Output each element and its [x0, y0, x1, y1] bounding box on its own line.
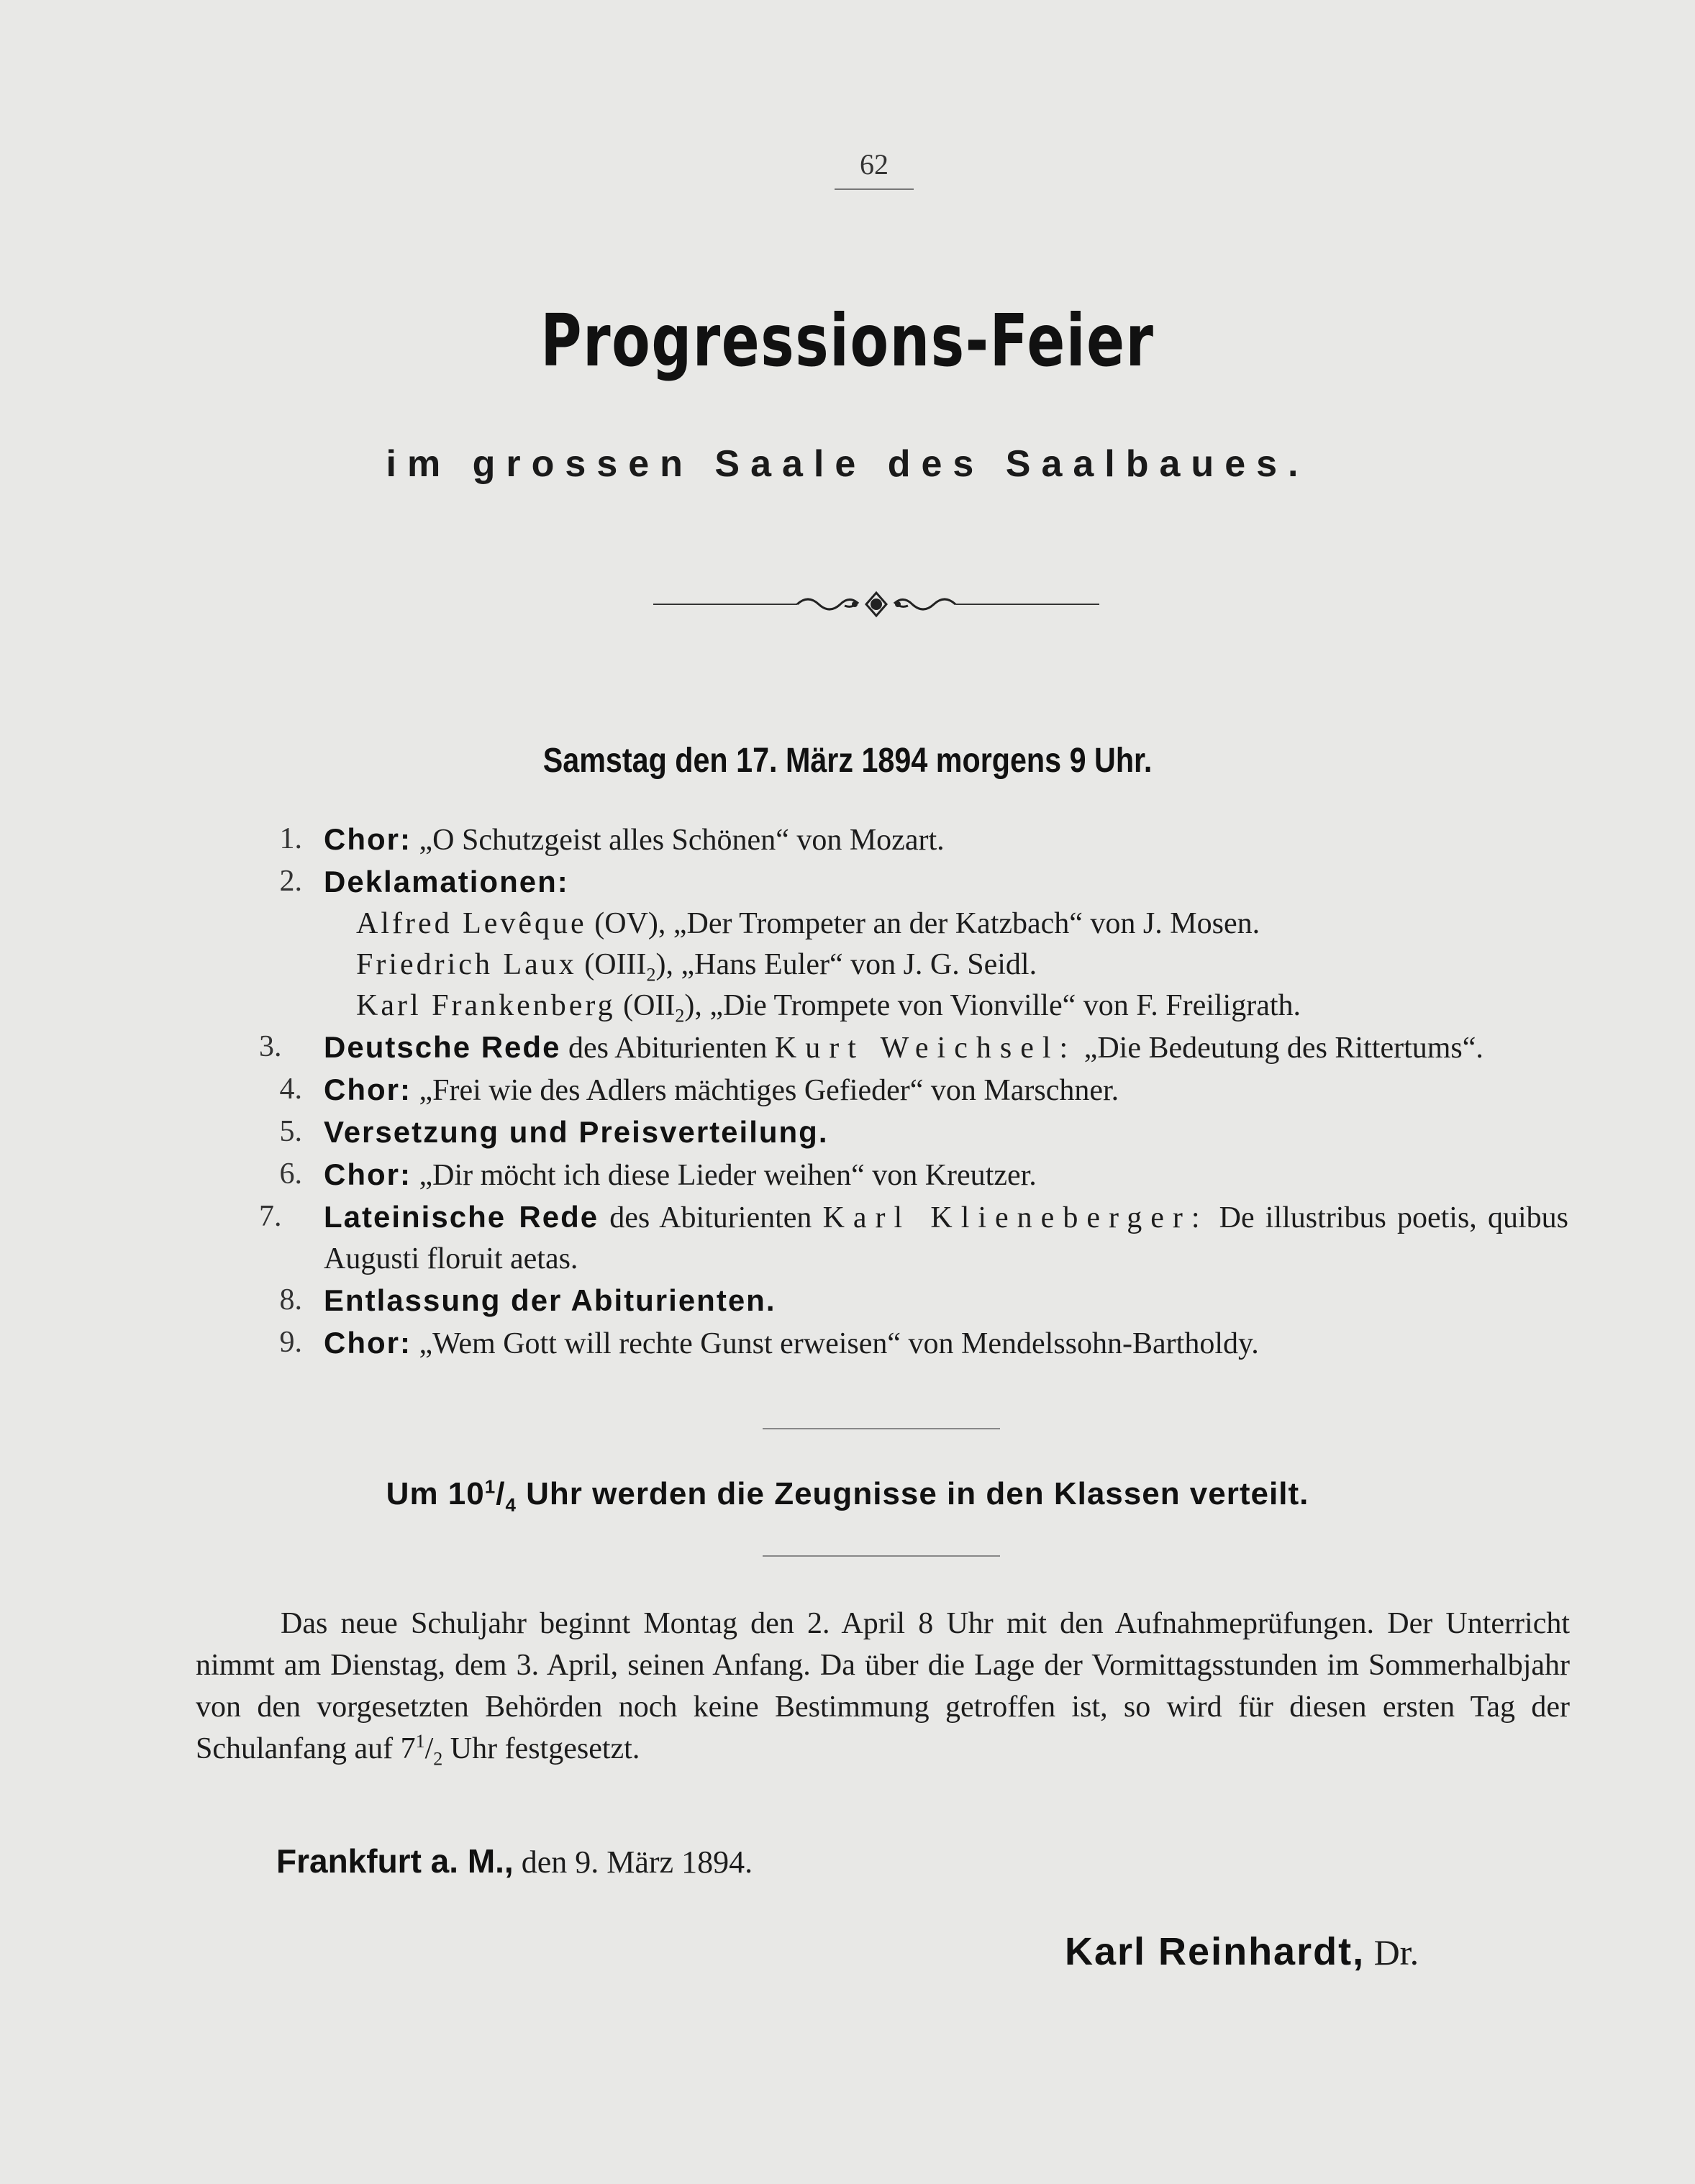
item-label: Deklamationen: [324, 865, 569, 898]
page-subtitle: im grossen Saale des Saalbaues. [386, 443, 1309, 485]
item-label: Versetzung und Preisverteilung. [324, 1115, 829, 1149]
item-number: 6. [279, 1157, 302, 1191]
item-label: Chor: [324, 822, 412, 856]
place-name: Frankfurt a. M., [276, 1842, 514, 1880]
item-number: 8. [279, 1283, 302, 1316]
item-label: Chor: [324, 1157, 412, 1191]
declamation-line [259, 986, 1568, 1027]
speaker-name: Karl Klieneberger: [822, 1201, 1209, 1234]
program-item [259, 861, 1568, 904]
speaker-name: Kurt Weichsel: [774, 1032, 1077, 1065]
item-number: 5. [279, 1115, 302, 1148]
class-label: (OV), [594, 907, 666, 940]
program-item [259, 1322, 1568, 1365]
program-item [259, 1111, 1568, 1154]
item-number: 4. [279, 1073, 302, 1106]
place-date-line [276, 1842, 753, 1880]
program-item [259, 819, 1568, 861]
signatory-name: Karl Reinhardt, [1065, 1930, 1365, 1973]
document-date: den 9. März 1894. [513, 1844, 753, 1880]
item-text: des Abiturienten [599, 1201, 823, 1234]
declamation-title: „Die Trompete von Vionville“ von F. Freiligrath. [709, 989, 1301, 1022]
declamation-line [259, 904, 1568, 945]
declamation-title: „Hans Euler“ von J. G. Seidl. [681, 948, 1037, 981]
page-number-rule [835, 188, 914, 190]
item-label: Chor: [324, 1326, 412, 1360]
item-text: „Frei wie des Adlers mächtiges Gefieder“ von Marschner. [411, 1074, 1119, 1107]
certificate-notice: Um $10^1/_4$ Uhr werden die Zeugnisse in den Klassen verteilt. [386, 1475, 1309, 1516]
item-number: 7. [259, 1200, 282, 1233]
item-label: Deutsche Rede [324, 1030, 561, 1064]
program-item [259, 1069, 1568, 1111]
item-label: Entlassung der Abiturienten. [324, 1283, 776, 1317]
item-number: 2. [279, 865, 302, 898]
signature [1065, 1929, 1419, 1974]
school-year-paragraph: Das neue Schuljahr beginnt Montag den 2. April 8 Uhr mit den Aufnahmeprüfungen. Der Unterricht nimmt am Dienstag, dem 3. April, seinen Anfang. Da über die Lage der Vormittagsstunden im Sommerhalbjahr von den vorgesetzten Behörden noch keine Bestimmung getroffen ist, so wird für diesen ersten Tag der Schulanfang auf $7^1/_2$ Uhr festgesetzt. [196, 1607, 1570, 1770]
item-number: 3. [259, 1030, 282, 1063]
declaimer-name: Karl Frankenberg [356, 989, 616, 1022]
class-label: $(OIII_2)$, [584, 948, 674, 986]
item-text: „Die Bedeutung des Rittertums“. [1076, 1032, 1483, 1065]
class-label: $(OII_2)$, [623, 989, 702, 1027]
item-label: Lateinische Rede [324, 1200, 599, 1234]
item-text: „Dir möcht ich diese Lieder weihen“ von Kreutzer. [411, 1159, 1037, 1192]
item-number: 1. [279, 822, 302, 855]
event-date-line: Samstag den 17. März 1894 morgens 9 Uhr. [542, 742, 1153, 780]
declamation-line [259, 945, 1568, 986]
item-text: „Wem Gott will rechte Gunst erweisen“ von Mendelssohn-Bartholdy. [411, 1327, 1259, 1360]
item-text: „O Schutzgeist alles Schönen“ von Mozart. [411, 824, 945, 857]
declaimer-name: Friedrich Laux [356, 948, 577, 981]
page-title: Progressions-Feier [540, 299, 1155, 383]
ornament-divider [653, 575, 1099, 633]
program-item [259, 1027, 1568, 1069]
divider-rule [763, 1555, 1000, 1557]
program-item [259, 1196, 1568, 1280]
program-item [259, 1154, 1568, 1196]
program-item [259, 1280, 1568, 1322]
item-number: 9. [279, 1326, 302, 1359]
page-number: 62 [860, 148, 889, 181]
program-list [259, 819, 1568, 1365]
declaimer-name: Alfred Levêque [356, 907, 587, 940]
item-text: De illustribus poetis, quibus Augusti floruit aetas. [324, 1201, 1568, 1275]
signatory-title: Dr. [1365, 1932, 1419, 1973]
declamation-title: „Der Trompeter an der Katzbach“ von J. Mosen. [673, 907, 1260, 940]
divider-rule [763, 1428, 1000, 1429]
item-label: Chor: [324, 1073, 412, 1106]
item-text: des Abiturienten [560, 1032, 775, 1065]
